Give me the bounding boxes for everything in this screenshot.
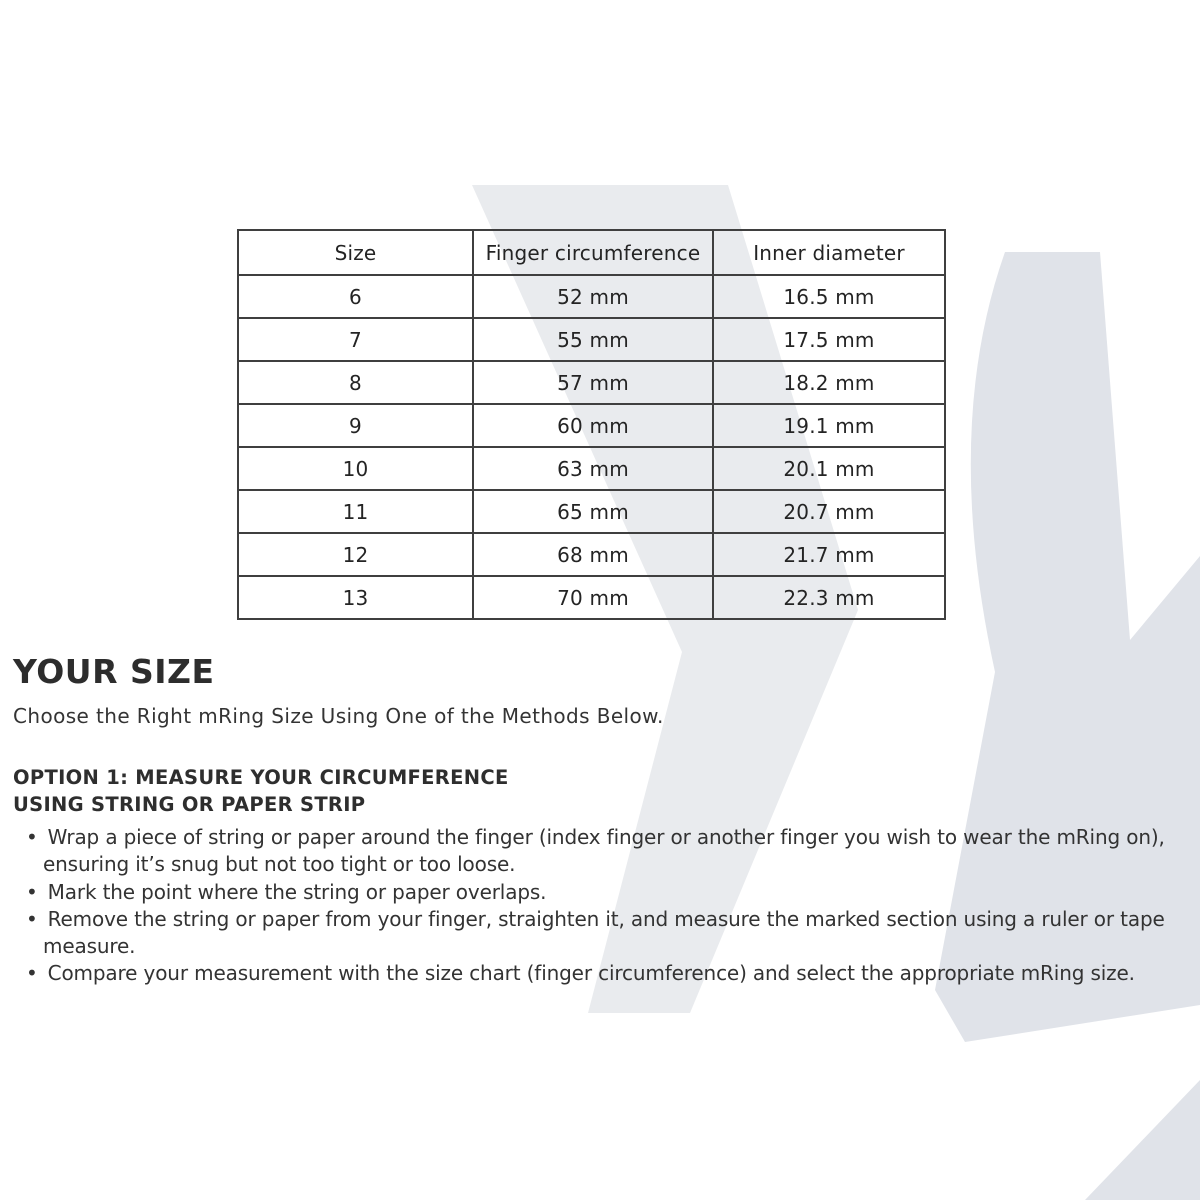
cell-size: 6	[238, 275, 473, 318]
table-row	[238, 361, 945, 404]
cell-circumference: 70 mm	[473, 576, 713, 619]
cell-diameter: 22.3 mm	[713, 576, 945, 619]
cell-circumference: 52 mm	[473, 275, 713, 318]
col-header-diameter: Inner diameter	[713, 230, 945, 275]
cell-circumference: 63 mm	[473, 447, 713, 490]
cell-diameter: 20.1 mm	[713, 447, 945, 490]
table-row	[238, 490, 945, 533]
cell-size: 10	[238, 447, 473, 490]
table-row	[238, 318, 945, 361]
option1-heading	[13, 764, 1199, 818]
ring-size-table	[237, 229, 946, 620]
option1-heading-line2: USING STRING OR PAPER STRIP	[13, 793, 366, 816]
instructions-section	[13, 652, 1199, 988]
cell-diameter: 17.5 mm	[713, 318, 945, 361]
table-row	[238, 447, 945, 490]
cell-diameter: 20.7 mm	[713, 490, 945, 533]
cell-size: 12	[238, 533, 473, 576]
watermark-corner-piece	[1085, 1080, 1200, 1200]
table-row	[238, 533, 945, 576]
cell-size: 7	[238, 318, 473, 361]
table-row	[238, 275, 945, 318]
instruction-item: • Mark the point where the string or paper overlaps.	[13, 879, 1199, 906]
cell-diameter: 21.7 mm	[713, 533, 945, 576]
cell-circumference: 60 mm	[473, 404, 713, 447]
cell-circumference: 65 mm	[473, 490, 713, 533]
cell-size: 8	[238, 361, 473, 404]
cell-size: 9	[238, 404, 473, 447]
instruction-item: • Remove the string or paper from your finger, straighten it, and measure the marked section using a ruler or tape measure.	[13, 906, 1199, 961]
cell-circumference: 57 mm	[473, 361, 713, 404]
table-row	[238, 404, 945, 447]
option1-heading-line1: OPTION 1: MEASURE YOUR CIRCUMFERENCE	[13, 766, 509, 789]
subtitle: Choose the Right mRing Size Using One of the Methods Below.	[13, 704, 664, 728]
instruction-item: • Wrap a piece of string or paper around the finger (index finger or another finger you wish to wear the mRing on), ensuring it’s snug but not too tight or too loose.	[13, 824, 1199, 879]
instruction-item: • Compare your measurement with the size chart (finger circumference) and select the appropriate mRing size.	[13, 960, 1199, 987]
instruction-list	[13, 824, 1199, 988]
page-title: YOUR SIZE	[13, 652, 215, 691]
cell-diameter: 18.2 mm	[713, 361, 945, 404]
table-header-row	[238, 230, 945, 275]
cell-circumference: 55 mm	[473, 318, 713, 361]
cell-diameter: 19.1 mm	[713, 404, 945, 447]
cell-diameter: 16.5 mm	[713, 275, 945, 318]
table-row	[238, 576, 945, 619]
col-header-circumference: Finger circumference	[473, 230, 713, 275]
col-header-size: Size	[238, 230, 473, 275]
cell-circumference: 68 mm	[473, 533, 713, 576]
cell-size: 11	[238, 490, 473, 533]
cell-size: 13	[238, 576, 473, 619]
